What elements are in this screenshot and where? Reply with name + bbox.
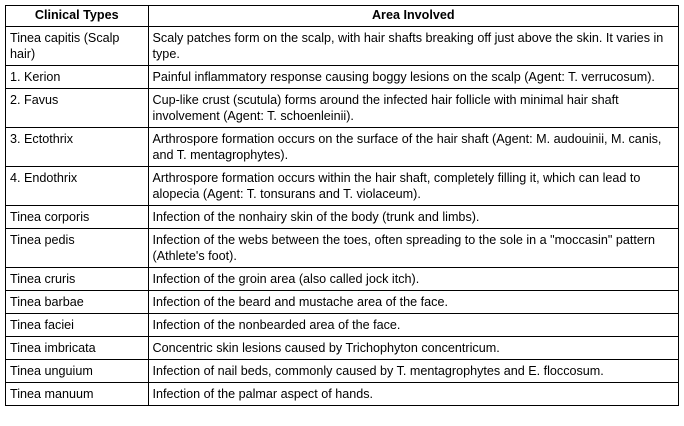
clinical-type-cell: Tinea barbae (6, 291, 149, 314)
clinical-types-table-container (5, 5, 679, 406)
area-involved-cell: Cup-like crust (scutula) forms around the infected hair follicle with minimal hair shaft involvement (Agent: T. schoenleinii). (148, 89, 678, 128)
area-involved-cell: Painful inflammatory response causing boggy lesions on the scalp (Agent: T. verrucosum). (148, 66, 678, 89)
area-involved-cell: Infection of the nonbearded area of the face. (148, 314, 678, 337)
area-involved-cell: Scaly patches form on the scalp, with hair shafts breaking off just above the skin. It varies in type. (148, 27, 678, 66)
clinical-type-cell: 2. Favus (6, 89, 149, 128)
table-row (6, 337, 679, 360)
header-clinical-types: Clinical Types (6, 6, 149, 27)
header-area-involved: Area Involved (148, 6, 678, 27)
area-involved-cell: Infection of the groin area (also called jock itch). (148, 268, 678, 291)
table-row (6, 360, 679, 383)
table-row (6, 268, 679, 291)
clinical-type-cell: Tinea manuum (6, 383, 149, 406)
clinical-type-cell: 4. Endothrix (6, 167, 149, 206)
area-involved-cell: Infection of the nonhairy skin of the body (trunk and limbs). (148, 206, 678, 229)
clinical-type-cell: Tinea cruris (6, 268, 149, 291)
area-involved-cell: Arthrospore formation occurs on the surface of the hair shaft (Agent: M. audouinii, M. canis, and T. mentagrophytes). (148, 128, 678, 167)
clinical-type-cell: 1. Kerion (6, 66, 149, 89)
area-involved-cell: Arthrospore formation occurs within the hair shaft, completely filling it, which can lead to alopecia (Agent: T. tonsurans and T. violaceum). (148, 167, 678, 206)
area-involved-cell: Infection of the webs between the toes, often spreading to the sole in a "moccasin" pattern (Athlete's foot). (148, 229, 678, 268)
clinical-type-cell: Tinea pedis (6, 229, 149, 268)
clinical-type-cell: Tinea imbricata (6, 337, 149, 360)
clinical-types-table (5, 5, 679, 406)
table-row (6, 66, 679, 89)
clinical-type-cell: 3. Ectothrix (6, 128, 149, 167)
table-row (6, 89, 679, 128)
area-involved-cell: Concentric skin lesions caused by Trichophyton concentricum. (148, 337, 678, 360)
area-involved-cell: Infection of the palmar aspect of hands. (148, 383, 678, 406)
table-row (6, 206, 679, 229)
table-row (6, 167, 679, 206)
table-row (6, 128, 679, 167)
area-involved-cell: Infection of the beard and mustache area of the face. (148, 291, 678, 314)
table-row (6, 383, 679, 406)
table-row (6, 27, 679, 66)
clinical-type-cell: Tinea capitis (Scalp hair) (6, 27, 149, 66)
clinical-type-cell: Tinea unguium (6, 360, 149, 383)
table-row (6, 229, 679, 268)
table-row (6, 314, 679, 337)
table-header-row (6, 6, 679, 27)
table-row (6, 291, 679, 314)
area-involved-cell: Infection of nail beds, commonly caused by T. mentagrophytes and E. floccosum. (148, 360, 678, 383)
clinical-type-cell: Tinea corporis (6, 206, 149, 229)
clinical-type-cell: Tinea faciei (6, 314, 149, 337)
